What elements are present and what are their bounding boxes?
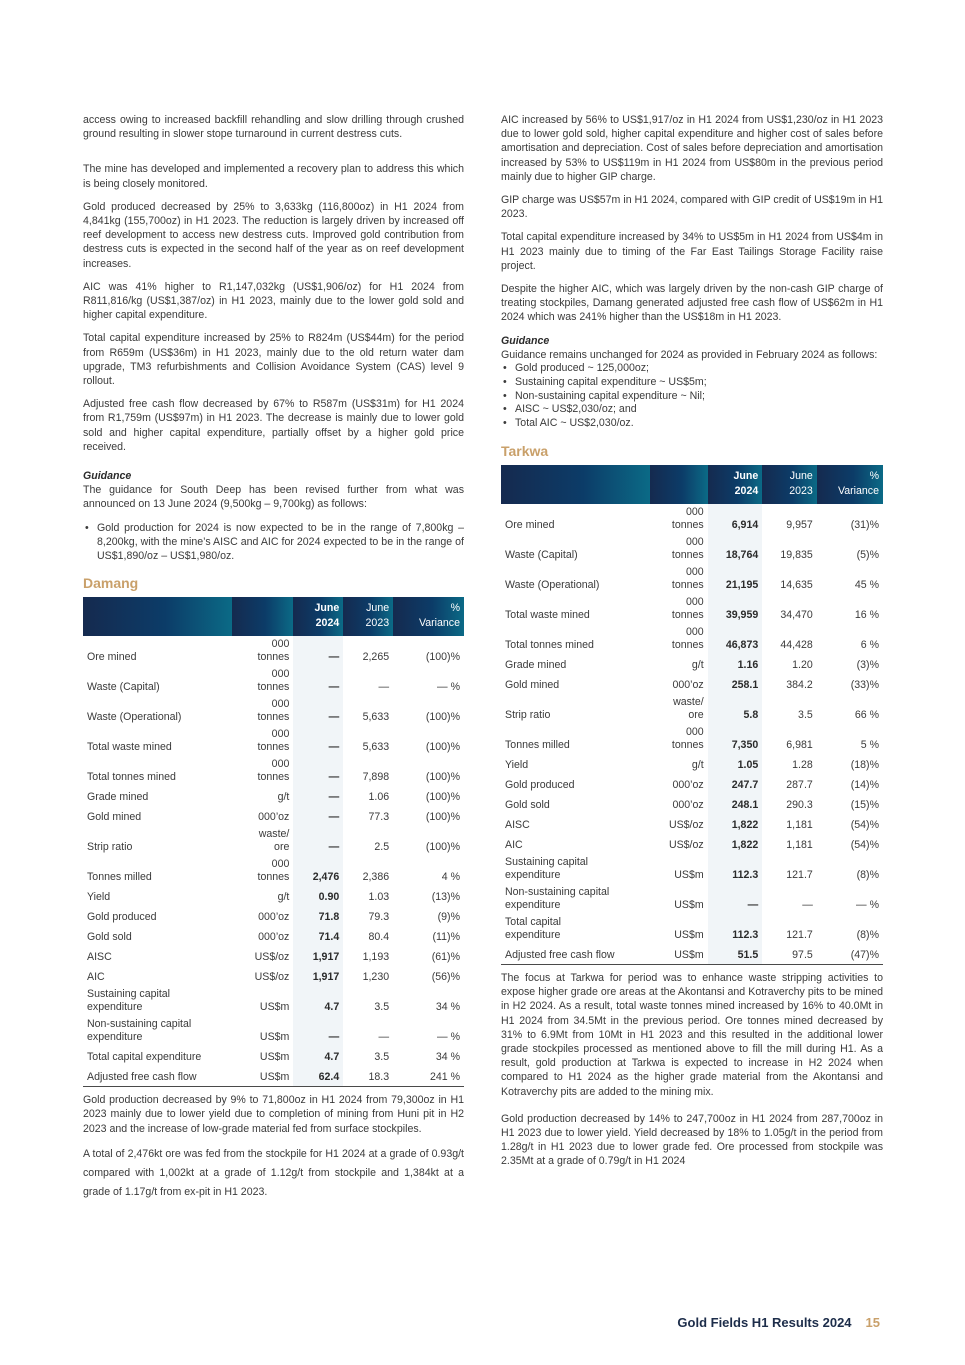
row-current: 51.5 [708, 944, 763, 965]
row-current: 0.90 [293, 886, 343, 906]
row-label: Waste (Capital) [87, 681, 160, 694]
row-variance: (11)% [432, 931, 460, 944]
row-variance: 4 % [441, 871, 460, 884]
row-label: Gold sold [87, 931, 132, 944]
page-number: 15 [865, 1315, 880, 1330]
row-current: 7,350 [708, 724, 763, 754]
row-unit: g/t [277, 891, 290, 904]
row-current: — [293, 826, 343, 856]
row-prior: 1,193 [362, 951, 390, 964]
row-variance: 241 % [393, 1066, 464, 1087]
row-current: — [293, 726, 343, 756]
header-prior: June 2023 [762, 465, 817, 504]
row-prior: 1,230 [362, 971, 390, 984]
guidance-heading: Guidance [83, 470, 132, 483]
table-row [501, 834, 883, 854]
row-prior: 2,265 [362, 651, 390, 664]
row-label: Tonnes milled [87, 871, 152, 884]
row-current: — [293, 786, 343, 806]
row-current: 112.3 [708, 854, 763, 884]
tarkwa-table [501, 465, 883, 965]
row-unit: 000 tonnes [257, 728, 290, 754]
row-current: — [708, 884, 763, 914]
paragraph: Total capital expenditure increased by 34% to US$5m in H1 2024 from US$4m in H1 2023 mainly due to timing of the Far East Tailings Storage Facility raise project. [501, 231, 883, 272]
row-prior: 80.4 [368, 931, 390, 944]
row-unit: 000 tonnes [257, 668, 290, 694]
paragraph: A total of 2,476kt ore was fed from the stockpile for H1 2024 at a grade of 0.93g/t compared with 1,002kt at a grade of 1.12g/t from stockpile and 1,384kt at a grade of 1.17g/t from ex-pit in H1 2023. [83, 1147, 464, 1198]
table-row [83, 806, 464, 826]
row-unit: US$m [674, 869, 704, 882]
paragraph: Gold production decreased by 14% to 247,700oz in H1 2024 from 287,700oz in H1 2023 due to lower yield. Yield decreased by 18% to 1.05g/t in the period from 1.28g/t in H1 2023 due to lower grade fed. Ore processed from stockpile was 2.35Mt at a grade of 0.79g/t in H1 2024 [501, 1112, 883, 1168]
row-prior: 5,633 [362, 741, 390, 754]
row-variance: (100)% [425, 711, 460, 724]
row-prior: 121.7 [786, 869, 813, 882]
row-unit: US$m [259, 1031, 290, 1044]
row-prior: 77.3 [368, 811, 390, 824]
row-prior: 18.3 [343, 1066, 393, 1087]
row-variance: 34 % [435, 1001, 460, 1014]
row-label: AIC [505, 839, 523, 852]
row-label: Grade mined [87, 791, 149, 804]
table-row [83, 756, 464, 786]
row-label: Strip ratio [87, 841, 133, 854]
row-prior: 44,428 [780, 639, 813, 652]
row-label: Ore mined [87, 651, 137, 664]
row-prior: 7,898 [362, 771, 390, 784]
guidance-bullet: • Total AIC ~ US$2,030/oz. [501, 417, 883, 431]
row-variance: (8)% [856, 869, 879, 882]
row-label: Total waste mined [87, 741, 172, 754]
row-variance: (33)% [850, 679, 879, 692]
row-variance: (9)% [437, 911, 460, 924]
row-label: Non-sustaining capital expenditure [505, 886, 610, 912]
row-unit: US$m [674, 929, 704, 942]
table-header-row [501, 465, 883, 504]
damang-table [83, 597, 464, 1087]
row-prior: 3.5 [374, 1051, 390, 1064]
row-variance: — % [437, 681, 460, 694]
header-unit [232, 597, 294, 636]
guidance-bullet: • Non-sustaining capital expenditure ~ Nil; [501, 390, 883, 404]
guidance-bullet: • Gold production for 2024 is now expected to be in the range of 7,800kg – 8,200kg, with the mine’s AISC and AIC for 2024 expected to be in the range of US$1,890/oz – US$1,980/oz. [83, 521, 464, 564]
row-variance: (18)% [850, 759, 879, 772]
row-prior: 2.5 [374, 841, 390, 854]
row-label: Gold produced [87, 911, 157, 924]
row-unit: US$m [674, 899, 704, 912]
table-row [501, 914, 883, 944]
row-variance: (54)% [850, 839, 879, 852]
header-current: June 2024 [708, 465, 763, 504]
row-variance: (3)% [856, 659, 879, 672]
row-current: 1.16 [708, 654, 763, 674]
table-header-row [83, 597, 464, 636]
paragraph: AIC increased by 56% to US$1,917/oz in H1 2024 from US$1,230/oz in H1 2023 due to lower gold sold, higher capital expenditure and higher cost of sales before amortisation and depreciation. Cost of sales before depreciation and amortisation increased by 53% to US$119m in H1 2024 from US$80m in the previous period mainly due to higher GIP charge. [501, 114, 883, 183]
table-row [83, 1046, 464, 1066]
table-row [501, 754, 883, 774]
header-variance: % Variance [393, 597, 464, 636]
row-unit: 000 tonnes [257, 698, 290, 724]
row-current: 248.1 [708, 794, 763, 814]
row-unit: US$m [650, 944, 708, 965]
row-current: 258.1 [708, 674, 763, 694]
table-row [83, 666, 464, 696]
row-variance: (13)% [431, 891, 460, 904]
row-current: 39,959 [708, 594, 763, 624]
page-footer [677, 1315, 880, 1330]
table-row [501, 534, 883, 564]
row-current: — [293, 756, 343, 786]
row-unit: waste/ ore [258, 828, 290, 854]
table-row [501, 694, 883, 724]
row-unit: 000 tonnes [671, 506, 704, 532]
row-unit: 000 tonnes [671, 536, 704, 562]
row-label: AISC [505, 819, 530, 832]
guidance-bullet: • Sustaining capital expenditure ~ US$5m; [501, 376, 883, 390]
table-row [501, 944, 883, 965]
paragraph: The mine has developed and implemented a recovery plan to address this which is being closely monitored. [83, 163, 464, 190]
table-row [83, 696, 464, 726]
table-row [83, 726, 464, 756]
row-label: Gold sold [505, 799, 550, 812]
table-row [83, 966, 464, 986]
row-label: Adjusted free cash flow [501, 944, 650, 965]
row-label: Total waste mined [505, 609, 590, 622]
right-column [501, 113, 883, 1178]
row-variance: (5)% [856, 549, 879, 562]
row-label: Sustaining capital expenditure [505, 856, 589, 882]
row-current: — [293, 666, 343, 696]
row-prior: 1.20 [792, 659, 813, 672]
row-label: Tonnes milled [505, 739, 570, 752]
table-row [501, 654, 883, 674]
row-variance: (15)% [850, 799, 879, 812]
row-label: Yield [87, 891, 111, 904]
row-unit: g/t [277, 791, 290, 804]
table-row [83, 946, 464, 966]
row-unit: 000 tonnes [257, 758, 290, 784]
row-prior: — [802, 899, 813, 912]
row-current: 1,822 [708, 834, 763, 854]
table-row [83, 926, 464, 946]
row-label: Gold mined [505, 679, 560, 692]
row-unit: 000 tonnes [257, 638, 290, 664]
row-variance: (14)% [850, 779, 879, 792]
row-unit: US$/oz [668, 839, 704, 852]
row-prior: 1,181 [786, 819, 813, 832]
table-row [83, 856, 464, 886]
table-row [83, 1066, 464, 1087]
row-variance: (100)% [425, 841, 460, 854]
row-variance: 34 % [435, 1051, 460, 1064]
guidance-list [83, 521, 464, 564]
row-current: 1,917 [293, 946, 343, 966]
row-prior: 3.5 [798, 709, 813, 722]
row-unit: US$m [232, 1066, 294, 1087]
row-variance: (100)% [425, 651, 460, 664]
row-variance: (47)% [817, 944, 883, 965]
row-label: Grade mined [505, 659, 567, 672]
table-row [83, 1016, 464, 1046]
table-row [501, 814, 883, 834]
row-label: Gold produced [505, 779, 575, 792]
row-unit: US$m [259, 1051, 290, 1064]
row-prior: 1.03 [368, 891, 390, 904]
row-label: Waste (Operational) [505, 579, 600, 592]
row-unit: 000 tonnes [671, 626, 704, 652]
row-label: Total capital expenditure [87, 1051, 202, 1064]
row-variance: (100)% [425, 741, 460, 754]
row-variance: 16 % [854, 609, 879, 622]
row-current: 18,764 [708, 534, 763, 564]
row-unit: g/t [691, 659, 704, 672]
table-row [501, 884, 883, 914]
row-prior: 121.7 [786, 929, 813, 942]
row-unit: 000’oz [672, 679, 704, 692]
row-unit: 000’oz [258, 931, 290, 944]
row-prior: 79.3 [368, 911, 390, 924]
row-unit: 000 tonnes [671, 566, 704, 592]
table-row [83, 786, 464, 806]
row-unit: US$/oz [254, 951, 290, 964]
row-prior: 2,386 [362, 871, 390, 884]
tarkwa-section-title: Tarkwa [501, 443, 549, 460]
row-unit: 000’oz [258, 911, 290, 924]
row-unit: 000 tonnes [671, 726, 704, 752]
row-variance: (54)% [850, 819, 879, 832]
row-label: Gold mined [87, 811, 142, 824]
row-current: 112.3 [708, 914, 763, 944]
header-current: June 2024 [293, 597, 343, 636]
row-variance: (56)% [431, 971, 460, 984]
row-label: Waste (Capital) [505, 549, 578, 562]
row-current: 21,195 [708, 564, 763, 594]
row-prior: 6,981 [786, 739, 813, 752]
row-variance: (31)% [850, 519, 879, 532]
row-prior: 1,181 [786, 839, 813, 852]
table-row [83, 906, 464, 926]
row-unit: 000 tonnes [257, 858, 290, 884]
row-unit: 000 tonnes [671, 596, 704, 622]
row-variance: (100)% [425, 771, 460, 784]
row-prior: 287.7 [786, 779, 813, 792]
guidance-bullet: • AISC ~ US$2,030/oz; and [501, 403, 883, 417]
row-current: — [293, 806, 343, 826]
row-unit: 000’oz [672, 779, 704, 792]
row-label: Ore mined [505, 519, 555, 532]
table-row [501, 504, 883, 534]
row-variance: 5 % [860, 739, 879, 752]
damang-section-title: Damang [83, 575, 139, 592]
row-prior: 34,470 [780, 609, 813, 622]
row-prior: 290.3 [786, 799, 813, 812]
row-label: Strip ratio [505, 709, 551, 722]
row-variance: — % [437, 1031, 460, 1044]
row-label: Total capital expenditure [505, 916, 561, 942]
left-column [83, 113, 464, 1211]
paragraph: access owing to increased backfill rehandling and slow drilling through crushed ground resulting in slower stope turnaround in current destress cuts. [83, 114, 464, 141]
header-variance: % Variance [817, 465, 883, 504]
row-current: 1,917 [293, 966, 343, 986]
row-variance: 66 % [854, 709, 879, 722]
row-prior: 9,957 [786, 519, 813, 532]
row-prior: 19,835 [780, 549, 813, 562]
row-label: Waste (Operational) [87, 711, 182, 724]
row-prior: 1.28 [792, 759, 813, 772]
guidance-heading: Guidance [501, 334, 550, 347]
footer-title: Gold Fields H1 Results 2024 [677, 1315, 852, 1330]
row-variance: — % [856, 899, 879, 912]
row-current: — [293, 696, 343, 726]
table-row [83, 986, 464, 1016]
paragraph: Gold produced decreased by 25% to 3,633kg (116,800oz) in H1 2024 from 4,841kg (155,700oz) in H1 2023. The reduction is largely driven by increased off reef development to access new destress cuts. Improved gold contribution from destress cuts is expected in the second half of the year as on reef development increases. [83, 200, 464, 270]
guidance-bullet: • Gold produced ~ 125,000oz; [501, 362, 883, 376]
row-current: 62.4 [293, 1066, 343, 1087]
row-unit: g/t [691, 759, 704, 772]
table-row [501, 624, 883, 654]
row-prior: 5,633 [362, 711, 390, 724]
row-prior: 97.5 [762, 944, 817, 965]
table-row [501, 564, 883, 594]
paragraph: The focus at Tarkwa for period was to enhance waste stripping activities to expose higher grade ore areas at the Akontansi and Kotraverchy pits to be mined in H2 2024. As a result, total waste tonnes mined increased by 16% to 40.0Mt in H1 2024 from 34.5Mt in the previous period. Ore tonnes mined decreased by 31% to 6.9Mt from 10Mt in H1 2023 and this resulted in the additional lower grade stockpiles processed as mentioned above to fill the mill during H1. As a result, gold production at Tarkwa is expected to increase in H2 2024 when compared to H1 2024 as the higher grade material from the Akontansi and Kotraverchy pits are added to the mining mix. [501, 972, 883, 1098]
table-row [501, 594, 883, 624]
header-label [83, 597, 232, 636]
row-current: 247.7 [708, 774, 763, 794]
row-label: AIC [87, 971, 105, 984]
row-label: Adjusted free cash flow [83, 1066, 232, 1087]
row-variance: (100)% [425, 791, 460, 804]
header-unit [650, 465, 708, 504]
guidance-text: The guidance for South Deep has been revised further from what was announced on 13 June 2024 (9,500kg – 9,700kg) as follows: [83, 484, 464, 511]
row-label: Yield [505, 759, 529, 772]
row-current: — [293, 1016, 343, 1046]
row-prior: 14,635 [780, 579, 813, 592]
table-row [501, 854, 883, 884]
table-row [501, 724, 883, 754]
row-current: 71.4 [293, 926, 343, 946]
row-current: 4.7 [293, 986, 343, 1016]
header-label [501, 465, 650, 504]
row-current: 4.7 [293, 1046, 343, 1066]
row-prior: 384.2 [786, 679, 813, 692]
row-label: Total tonnes mined [87, 771, 176, 784]
row-variance: 6 % [860, 639, 879, 652]
row-prior: — [378, 681, 390, 694]
row-label: Sustaining capital expenditure [87, 988, 171, 1014]
table-row [83, 636, 464, 666]
row-unit: US$/oz [668, 819, 704, 832]
row-current: 2,476 [293, 856, 343, 886]
row-unit: US$m [259, 1001, 290, 1014]
guidance-list [501, 362, 883, 431]
row-variance: 45 % [854, 579, 879, 592]
row-current: 5.8 [708, 694, 763, 724]
paragraph: Gold production decreased by 9% to 71,800oz in H1 2024 from 79,300oz in H1 2023 mainly due to lower yield due to completion of mining from Huni pit in H2 2023 and the increase of low-grade material fed from surface stockpiles. [83, 1094, 464, 1135]
row-current: 6,914 [708, 504, 763, 534]
row-current: 1,822 [708, 814, 763, 834]
row-variance: (8)% [856, 929, 879, 942]
row-variance: (61)% [431, 951, 460, 964]
row-label: AISC [87, 951, 112, 964]
row-unit: 000’oz [672, 799, 704, 812]
row-unit: waste/ ore [673, 696, 704, 722]
row-variance: (100)% [425, 811, 460, 824]
table-row [501, 794, 883, 814]
row-prior: 3.5 [374, 1001, 390, 1014]
row-current: 1.05 [708, 754, 763, 774]
guidance-text: Guidance remains unchanged for 2024 as provided in February 2024 as follows: [501, 348, 878, 361]
row-current: 46,873 [708, 624, 763, 654]
row-current: — [293, 636, 343, 666]
paragraph: Despite the higher AIC, which was largely driven by the non-cash GIP charge of treating stockpiles, Damang generated adjusted free cash flow of US$62m in H1 2024 which was 241% higher than the US$18m in H1 2023. [501, 283, 883, 324]
table-row [501, 774, 883, 794]
row-label: Non-sustaining capital expenditure [87, 1018, 192, 1044]
paragraph: GIP charge was US$57m in H1 2024, compared with GIP credit of US$19m in H1 2023. [501, 194, 883, 221]
row-prior: — [378, 1031, 390, 1044]
table-row [501, 674, 883, 694]
paragraph: Adjusted free cash flow decreased by 67% to R587m (US$31m) for H1 2024 from R1,759m (US$97m) in H1 2023. The decrease is mainly due to lower gold sold and higher capital expenditure, partially offset by a higher gold price received. [83, 398, 464, 453]
row-unit: US$/oz [254, 971, 290, 984]
table-row [83, 886, 464, 906]
row-current: 71.8 [293, 906, 343, 926]
row-label: Total tonnes mined [505, 639, 594, 652]
row-unit: 000’oz [258, 811, 290, 824]
table-row [83, 826, 464, 856]
paragraph: Total capital expenditure increased by 25% to R824m (US$44m) for the period from R659m (US$36m) in H1 2023, mainly due to the old return water dam upgrade, TM3 refurbishments and Collision Avoidance System (CAS) level 9 rollout. [83, 332, 464, 388]
paragraph: AIC was 41% higher to R1,147,032kg (US$1,906/oz) for H1 2024 from R811,816/kg (US$1,387/oz) in H1 2023, mainly due to the lower gold sold and higher capital expenditure. [83, 280, 464, 322]
header-prior: June 2023 [343, 597, 393, 636]
row-prior: 1.06 [368, 791, 390, 804]
